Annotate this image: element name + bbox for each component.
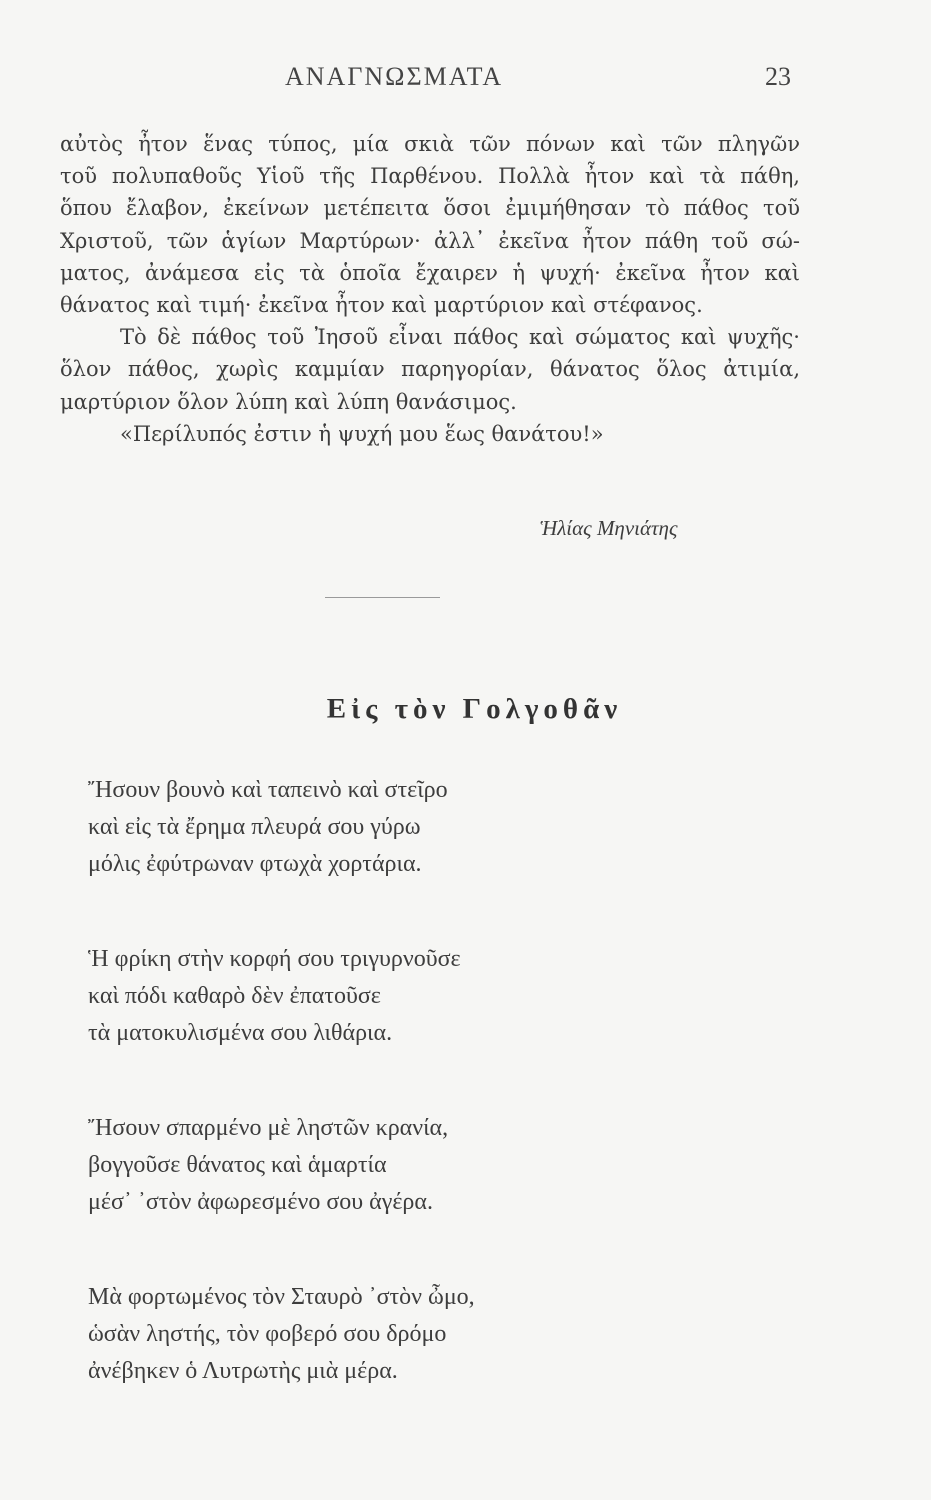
poem-verse: καὶ πόδι καθαρὸ δὲν ἐπατοῦσε <box>88 983 381 1009</box>
poem-verse: Ἤσουν βουνὸ καὶ ταπεινὸ καὶ στεῖρο <box>88 777 448 803</box>
poem-body <box>88 772 688 1448</box>
prose-line: ὅλον πάθος, χωρὶς καμμίαν παρηγορίαν, θάνατος ὅλος ἀτιμία, <box>60 357 800 382</box>
poem-stanza <box>88 941 688 1052</box>
poem-verse: μέσ᾽ ᾽στὸν ἀφωρεσμένο σου ἀγέρα. <box>88 1189 433 1215</box>
poem-title: Εἰς τὸν Γολγοθᾶν <box>326 693 623 725</box>
poem-verse: Ἤσουν σπαρμένο μὲ ληστῶν κρανία, <box>88 1115 449 1141</box>
page-number: 23 <box>765 62 791 91</box>
poem-stanza <box>88 1279 688 1390</box>
poem-verse: τὰ ματοκυλισμένα σου λιθάρια. <box>88 1020 393 1046</box>
section-divider <box>325 597 440 598</box>
prose-line: ὅπου ἔλαβον, ἐκείνων μετέπειτα ὅσοι ἐμιμήθησαν τὸ πάθος τοῦ <box>60 196 800 221</box>
page-header <box>0 62 931 102</box>
prose-line: τοῦ πολυπαθοῦς Υἱοῦ τῆς Παρθένου. Πολλὰ ἦτον καὶ τὰ πάθη, <box>60 164 800 189</box>
poem-stanza <box>88 772 688 883</box>
prose-line: μαρτύριον ὅλον λύπη καὶ λύπη θανάσιμος. <box>60 389 517 414</box>
poem-verse: ὡσὰν ληστής, τὸν φοβερό σου δρόμο <box>88 1321 447 1347</box>
author-signature: Ἡλίας Μηνιάτης <box>540 516 678 540</box>
prose-line: Τὸ δὲ πάθος τοῦ Ἰησοῦ εἶναι πάθος καὶ σώματος καὶ ψυχῆς· <box>120 325 800 350</box>
prose-passage <box>60 128 800 450</box>
poem-stanza <box>88 1110 688 1221</box>
prose-quote: «Περίλυπός ἐστιν ἡ ψυχή μου ἕως θανάτου!» <box>120 421 604 446</box>
prose-line: αὐτὸς ἦτον ἕνας τύπος, μία σκιὰ τῶν πόνων καὶ τῶν πληγῶν <box>60 132 800 156</box>
poem-verse: βογγοῦσε θάνατος καὶ ἁμαρτία <box>88 1152 387 1178</box>
prose-line: Χριστοῦ, τῶν ἁγίων Μαρτύρων· ἀλλ᾽ ἐκεῖνα ἦτον πάθη τοῦ σώ- <box>60 228 800 253</box>
poem-verse: Ἡ φρίκη στὴν κορφή σου τριγυρνοῦσε <box>88 946 461 972</box>
poem-verse: καὶ εἰς τὰ ἔρημα πλευρά σου γύρω <box>88 814 421 840</box>
poem-verse: ἀνέβηκεν ὁ Λυτρωτὴς μιὰ μέρα. <box>88 1358 398 1384</box>
prose-line: θάνατος καὶ τιμή· ἐκεῖνα ἦτον καὶ μαρτύριον καὶ στέφανος. <box>60 292 703 317</box>
poem-verse: μόλις ἐφύτρωναν φτωχὰ χορτάρια. <box>88 851 422 877</box>
running-title: ΑΝΑΓΝΩΣΜΑΤΑ <box>285 62 504 91</box>
poem-verse: Μὰ φορτωμένος τὸν Σταυρὸ ᾽στὸν ὦμο, <box>88 1284 475 1310</box>
prose-line: ματος, ἀνάμεσα εἰς τὰ ὁποῖα ἔχαιρεν ἡ ψυχή· ἐκεῖνα ἦτον καὶ <box>60 260 800 285</box>
